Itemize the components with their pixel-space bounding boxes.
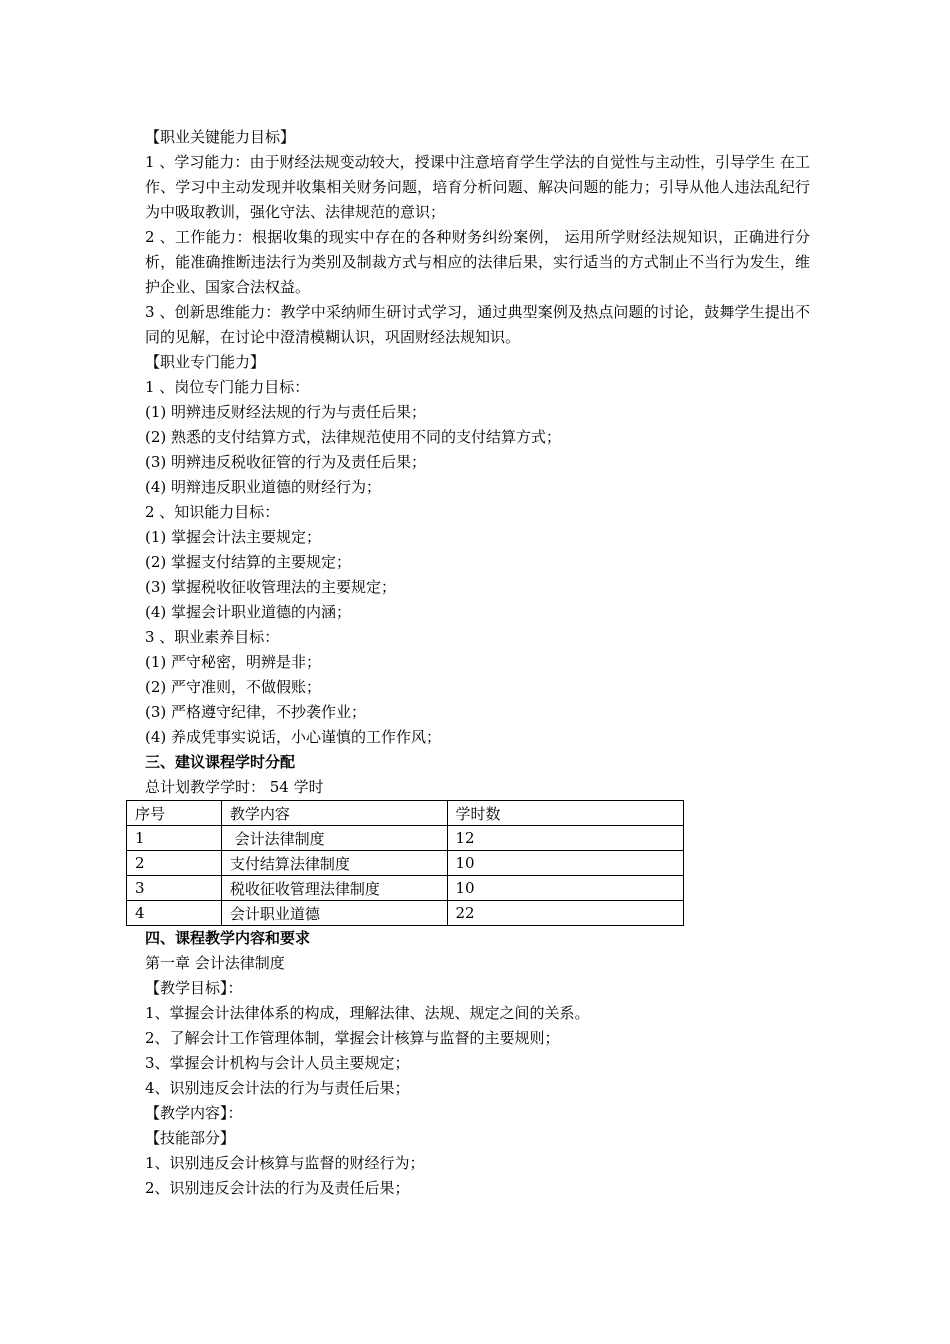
key-ability-title: 【职业关键能力目标】 — [145, 128, 296, 146]
table-cell: 支付结算法律制度 — [221, 851, 447, 876]
chapter-line: 第一章 会计法律制度 — [145, 954, 285, 972]
special-line: (3) 明辨违反税收征管的行为及责任后果； — [145, 453, 427, 471]
special-line: (2) 熟悉的支付结算方式，法律规范使用不同的支付结算方式； — [145, 428, 562, 446]
special-line: (2) 严守准则，不做假账； — [145, 678, 322, 696]
key-ability-item: 3 、创新思维能力：教学中采纳师生研讨式学习，通过典型案例及热点问题的讨论，鼓舞学生提出不同的见解，在讨论中澄清模糊认识，巩固财经法规知识。 — [145, 303, 810, 346]
table-cell: 22 — [447, 901, 684, 926]
special-line: (2) 掌握支付结算的主要规定； — [145, 553, 352, 571]
table-row — [127, 901, 684, 926]
table-cell: 1 — [127, 826, 222, 851]
table-cell: 10 — [447, 876, 684, 901]
key-ability-item: 1 、学习能力：由于财经法规变动较大，授课中注意培育学生学法的自觉性与主动性，引导学生 在工作、学习中主动发现并收集相关财务问题，培育分析问题、解决问题的能力；引导从他人违法乱纪行为中吸取教训，强化守法、法律规范的意识； — [145, 153, 810, 221]
chapter-line: 4、识别违反会计法的行为与责任后果； — [145, 1079, 410, 1097]
table-row — [127, 876, 684, 901]
table-cell: 4 — [127, 901, 222, 926]
table-cell: 税收征收管理法律制度 — [221, 876, 447, 901]
chapter-line: 【教学内容】： — [145, 1104, 243, 1122]
table-row — [127, 826, 684, 851]
special-ability-title: 【职业专门能力】 — [145, 353, 266, 371]
special-line: 2 、知识能力目标： — [145, 503, 280, 521]
table-cell: 会计职业道德 — [221, 901, 447, 926]
special-line: 1 、岗位专门能力目标： — [145, 378, 310, 396]
chapter-line: 【技能部分】 — [145, 1129, 236, 1147]
special-line: (3) 掌握税收征收管理法的主要规定； — [145, 578, 397, 596]
special-line: (3) 严格遵守纪律，不抄袭作业； — [145, 703, 367, 721]
special-line: (1) 明辨违反财经法规的行为与责任后果； — [145, 403, 427, 421]
table-cell: 12 — [447, 826, 684, 851]
content-heading: 四、课程教学内容和要求 — [145, 929, 311, 947]
special-line: (1) 严守秘密，明辨是非； — [145, 653, 322, 671]
key-ability-item: 2 、工作能力：根据收集的现实中存在的各种财务纠纷案例， 运用所学财经法规知识，正确进行分析，能准确推断违法行为类别及制裁方式与相应的法律后果，实行适当的方式制止不当行为发生，维护企业、国家合法权益。 — [145, 228, 810, 296]
document-page — [135, 125, 810, 1201]
table-header-cell: 教学内容 — [221, 801, 447, 826]
special-line: (4) 养成凭事实说话，小心谨慎的工作作风； — [145, 728, 442, 746]
table-header-cell: 序号 — [127, 801, 222, 826]
special-line: 3 、职业素养目标： — [145, 628, 280, 646]
chapter-line: 2、识别违反会计法的行为及责任后果； — [145, 1179, 410, 1197]
table-cell: 3 — [127, 876, 222, 901]
special-line: (1) 掌握会计法主要规定； — [145, 528, 322, 546]
table-row — [127, 851, 684, 876]
special-line: (4) 明辩违反职业道德的财经行为； — [145, 478, 382, 496]
chapter-line: 【教学目标】： — [145, 979, 243, 997]
table-header-row — [127, 801, 684, 826]
chapter-line: 1、掌握会计法律体系的构成，理解法律、法规、规定之间的关系。 — [145, 1004, 590, 1022]
hours-heading: 三、建议课程学时分配 — [145, 753, 296, 771]
hours-table — [126, 800, 684, 926]
table-header-cell: 学时数 — [447, 801, 684, 826]
hours-total: 总计划教学学时： 54 学时 — [145, 778, 324, 796]
special-line: (4) 掌握会计职业道德的内涵； — [145, 603, 352, 621]
chapter-line: 1、识别违反会计核算与监督的财经行为； — [145, 1154, 425, 1172]
chapter-line: 2、了解会计工作管理体制，掌握会计核算与监督的主要规则； — [145, 1029, 560, 1047]
table-cell: 会计法律制度 — [221, 826, 447, 851]
table-cell: 2 — [127, 851, 222, 876]
chapter-line: 3、掌握会计机构与会计人员主要规定； — [145, 1054, 410, 1072]
table-cell: 10 — [447, 851, 684, 876]
